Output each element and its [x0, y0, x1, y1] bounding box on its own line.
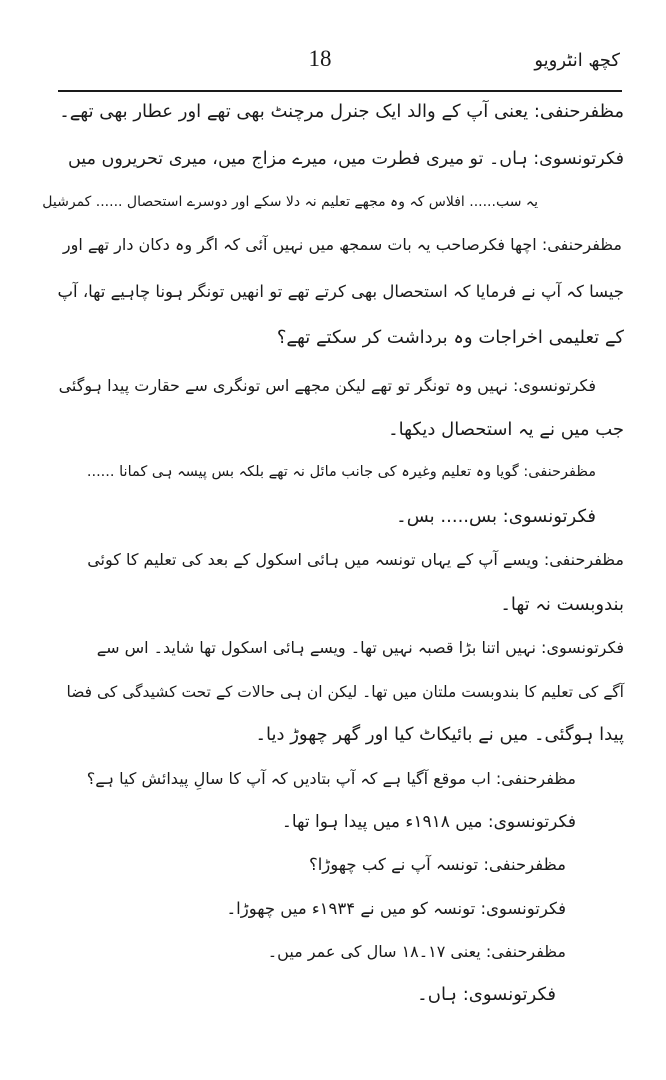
- text-line: فکرتونسوی: میں ۱۹۱۸ء میں پیدا ہوا تھا۔: [281, 812, 576, 832]
- text-line: پیدا ہوگئی۔ میں نے بائیکاٹ کیا اور گھر چھوڑ دیا۔: [255, 724, 624, 745]
- text-line: فکرتونسوی: ہاں۔: [417, 984, 556, 1005]
- text-line: جب میں نے یہ استحصال دیکھا۔: [388, 419, 624, 440]
- text-line: مظفرحنفی: اچھا فکرصاحب یہ بات سمجھ میں نہیں آئی کہ اگر وہ دکان دار تھے اور: [62, 235, 622, 254]
- text-line: یہ سب...... افلاس کہ وہ مجھے تعلیم نہ دلا سکے اور دوسرے استحصال ...... کمرشیل: [42, 194, 538, 210]
- text-line: مظفرحنفی: اب موقع آگیا ہے کہ آپ بتادیں کہ آپ کا سالِ پیدائش کیا ہے؟: [86, 769, 576, 788]
- page-number: 18: [308, 46, 332, 71]
- text-line: فکرتونسوی: ہاں۔ تو میری فطرت میں، میرے مزاج میں، میری تحریروں میں: [67, 149, 624, 169]
- text-line: مظفرحنفی: تونسہ آپ نے کب چھوڑا؟: [308, 855, 566, 874]
- text-line: بندوبست نہ تھا۔: [500, 594, 624, 615]
- text-line: آگے کی تعلیم کا بندوبست ملتان میں تھا۔ لیکن ان ہی حالات کے تحت کشیدگی کی فضا: [66, 683, 624, 701]
- text-line: مظفرحنفی: یعنی ۱۷۔۱۸ سال کی عمر میں۔: [267, 942, 566, 961]
- text-line: فکرتونسوی: بس..... بس۔: [396, 506, 596, 527]
- text-line: جیسا کہ آپ نے فرمایا کہ استحصال بھی کرتے تھے تو انھیں تونگر ہونا چاہیے تھا، آپ: [57, 282, 624, 301]
- text-line: مظفرحنفی: گویا وہ تعلیم وغیرہ کی جانب مائل نہ تھے بلکہ بس پیسہ ہی کمانا ......: [86, 464, 596, 480]
- text-line: کے تعلیمی اخراجات وہ برداشت کر سکتے تھے؟: [276, 327, 624, 348]
- text-line: فکرتونسوی: نہیں اتنا بڑا قصبہ نہیں تھا۔ ویسے ہائی اسکول تھا شاید۔ اس سے: [96, 638, 624, 657]
- text-line: مظفرحنفی: یعنی آپ کے والد ایک جنرل مرچنٹ بھی تھے اور عطار بھی تھے۔: [59, 101, 624, 122]
- running-header-title: کچھ انٹرویو: [534, 50, 620, 71]
- text-line: فکرتونسوی: تونسہ کو میں نے ۱۹۳۴ء میں چھوڑا۔: [226, 899, 566, 918]
- text-line: مظفرحنفی: ویسے آپ کے یہاں تونسہ میں ہائی اسکول کے بعد کی تعلیم کا کوئی: [87, 550, 624, 569]
- text-line: فکرتونسوی: نہیں وہ تونگر تو تھے لیکن مجھے اس تونگری سے حقارت پیدا ہوگئی: [58, 376, 596, 395]
